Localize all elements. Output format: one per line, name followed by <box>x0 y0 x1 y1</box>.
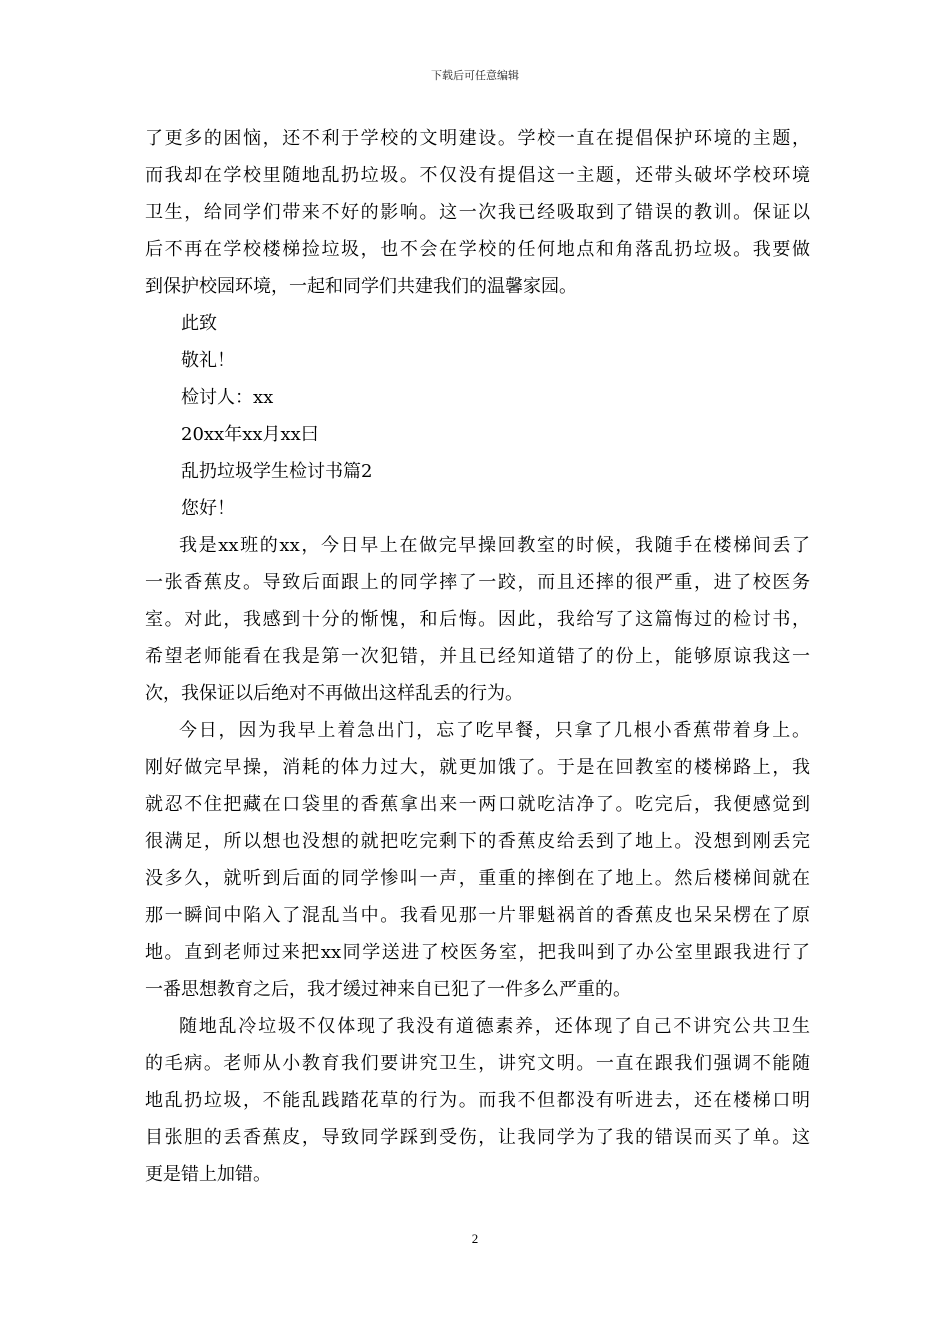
document-body <box>145 120 810 1193</box>
text-line: 很满足，所以想也没想的就把吃完剩下的香蕉皮给丢到了地上。没想到刚丢完 <box>145 831 810 852</box>
text-line: 更是错上加错。 <box>145 1164 271 1185</box>
text-line: 到保护校园环境，一起和同学们共建我们的温馨家园。 <box>145 276 577 297</box>
text-line: 您好！ <box>181 498 235 519</box>
text-line: 了更多的困恼，还不利于学校的文明建设。学校一直在提倡保护环境的主题， <box>145 128 810 149</box>
text-line: 就忍不住把藏在口袋里的香蕉拿出来一两口就吃洁净了。吃完后，我便感觉到 <box>145 794 810 815</box>
text-line: 目张胆的丢香蕉皮，导致同学踩到受伤，让我同学为了我的错误而买了单。这 <box>145 1127 810 1148</box>
text-line: 此致 <box>181 313 217 334</box>
text-line: 随地乱冷垃圾不仅体现了我没有道德素养，还体现了自己不讲究公共卫生 <box>179 1016 810 1037</box>
text-line: 地。直到老师过来把xx同学送进了校医务室，把我叫到了办公室里跟我进行了 <box>145 942 810 963</box>
page-header: 下载后可任意编辑 <box>431 69 519 82</box>
text-line: 刚好做完早操，消耗的体力过大，就更加饿了。于是在回教室的楼梯路上，我 <box>145 757 810 778</box>
text-line: 卫生，给同学们带来不好的影响。这一次我已经吸取到了错误的教训。保证以 <box>145 202 810 223</box>
text-line: 乱扔垃圾学生检讨书篇2 <box>181 461 373 482</box>
page-number: 2 <box>471 1231 479 1246</box>
text-line: 希望老师能看在我是第一次犯错，并且已经知道错了的份上，能够原谅我这一 <box>145 646 810 667</box>
text-line: 次，我保证以后绝对不再做出这样乱丢的行为。 <box>145 683 523 704</box>
text-line: 地乱扔垃圾，不能乱践踏花草的行为。而我不但都没有听进去，还在楼梯口明 <box>145 1090 810 1111</box>
text-line: 而我却在学校里随地乱扔垃圾。不仅没有提倡这一主题，还带头破坏学校环境 <box>145 165 810 186</box>
text-line: 后不再在学校楼梯捡垃圾，也不会在学校的任何地点和角落乱扔垃圾。我要做 <box>145 239 810 260</box>
text-line: 检讨人：xx <box>181 387 274 408</box>
text-line: 今日，因为我早上着急出门，忘了吃早餐，只拿了几根小香蕉带着身上。 <box>179 720 810 741</box>
text-line: 敬礼！ <box>181 350 235 371</box>
text-line: 的毛病。老师从小教育我们要讲究卫生，讲究文明。一直在跟我们强调不能随 <box>145 1053 810 1074</box>
text-line: 没多久，就听到后面的同学惨叫一声，重重的摔倒在了地上。然后楼梯间就在 <box>145 868 810 889</box>
text-line: 我是xx班的xx，今日早上在做完早操回教室的时候，我随手在楼梯间丢了 <box>179 535 810 556</box>
text-line: 那一瞬间中陷入了混乱当中。我看见那一片罪魁祸首的香蕉皮也呆呆楞在了原 <box>145 905 810 926</box>
text-line: 一张香蕉皮。导致后面跟上的同学摔了一跤，而且还摔的很严重，进了校医务 <box>145 572 810 593</box>
text-line: 一番思想教育之后，我才缓过神来自已犯了一件多么严重的。 <box>145 979 631 1000</box>
text-line: 室。对此，我感到十分的惭愧，和后悔。因此，我给写了这篇悔过的检讨书， <box>145 609 810 630</box>
text-line: 20xx年xx月xx曰 <box>181 424 319 445</box>
